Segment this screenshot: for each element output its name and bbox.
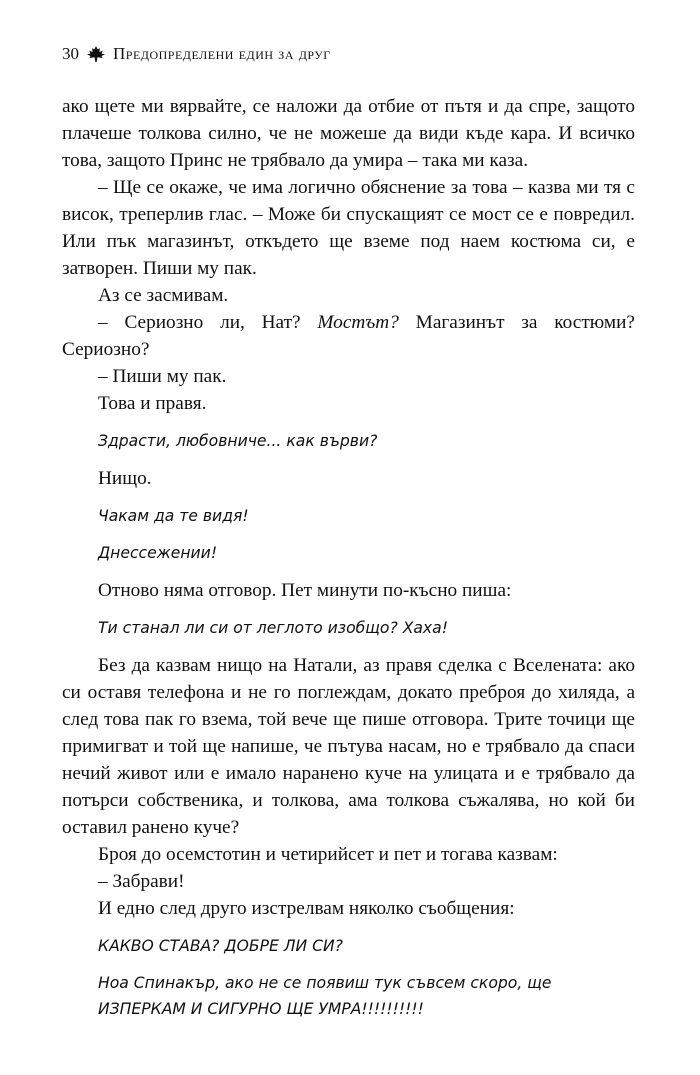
paragraph: И едно след друго изстрелвам няколко съобщения: bbox=[98, 898, 515, 919]
maple-leaf-icon bbox=[87, 46, 105, 62]
paragraph: – Забрави! bbox=[98, 871, 185, 892]
paragraph: – Ще се окаже, че има логично обяснение за това – казва ми тя с висок, треперлив глас. – Може би спускащият се мост се е повредил. Или пък магазинът, откъдето ще вземе под наем костюма си, е затворен. Пиши му пак. bbox=[62, 177, 635, 279]
paragraph: ако щете ми вярвайте, се наложи да отбие от пътя и да спре, защото плачеше толкова силно, че не можеше да види къде кара. И всичко това, защото Принс не трябвало да умира – така ми каза. bbox=[62, 96, 635, 171]
dialogue-text: – Сериозно ли, Нат? bbox=[98, 312, 318, 333]
text-message: Днессежении! bbox=[98, 544, 218, 562]
text-message: Ти станал ли си от леглото изобщо? Хаха! bbox=[98, 619, 448, 637]
paragraph bbox=[62, 309, 635, 363]
dialogue-text: Магазинът за костюми? Сериозно? bbox=[62, 312, 635, 360]
page-number: 30 bbox=[62, 44, 79, 63]
paragraph: – Пиши му пак. bbox=[98, 366, 227, 387]
emphasis-text: Мостът? bbox=[317, 312, 399, 333]
paragraph: Без да казвам нищо на Натали, аз правя сделка с Вселената: ако си оставя телефона и не го поглеждам, докато преброя до хиляда, а след това пак го взема, той вече ще пише отговора. Трите точици ще примигват и той ще напише, че пътува насам, но е трябвало да спаси нечий живот или е имало наранено куче на улицата и е трябвало да потърси собственика, и толкова, ама толкова съжалява, но кой би оставил ранено куче? bbox=[62, 655, 635, 838]
paragraph: Броя до осемстотин и четирийсет и пет и тогава казвам: bbox=[98, 844, 558, 865]
text-message: Здрасти, любовниче... как върви? bbox=[98, 432, 378, 450]
text-message: Чакам да те видя! bbox=[98, 507, 249, 525]
paragraph: Аз се засмивам. bbox=[98, 285, 229, 306]
page-body bbox=[62, 93, 635, 1022]
text-message: Ноа Спинакър, ако не се появиш тук съвсем скоро, ще ИЗПЕРКАМ И СИГУРНО ЩЕ УМРА!!!!!!!!!! bbox=[98, 974, 552, 1018]
running-header bbox=[62, 44, 331, 64]
paragraph: Нищо. bbox=[98, 468, 152, 489]
text-message: КАКВО СТАВА? ДОБРЕ ЛИ СИ? bbox=[98, 937, 343, 955]
book-title: Предопределени един за друг bbox=[113, 44, 331, 63]
paragraph: Отново няма отговор. Пет минути по-късно пиша: bbox=[98, 580, 512, 601]
paragraph: Това и правя. bbox=[98, 393, 207, 414]
